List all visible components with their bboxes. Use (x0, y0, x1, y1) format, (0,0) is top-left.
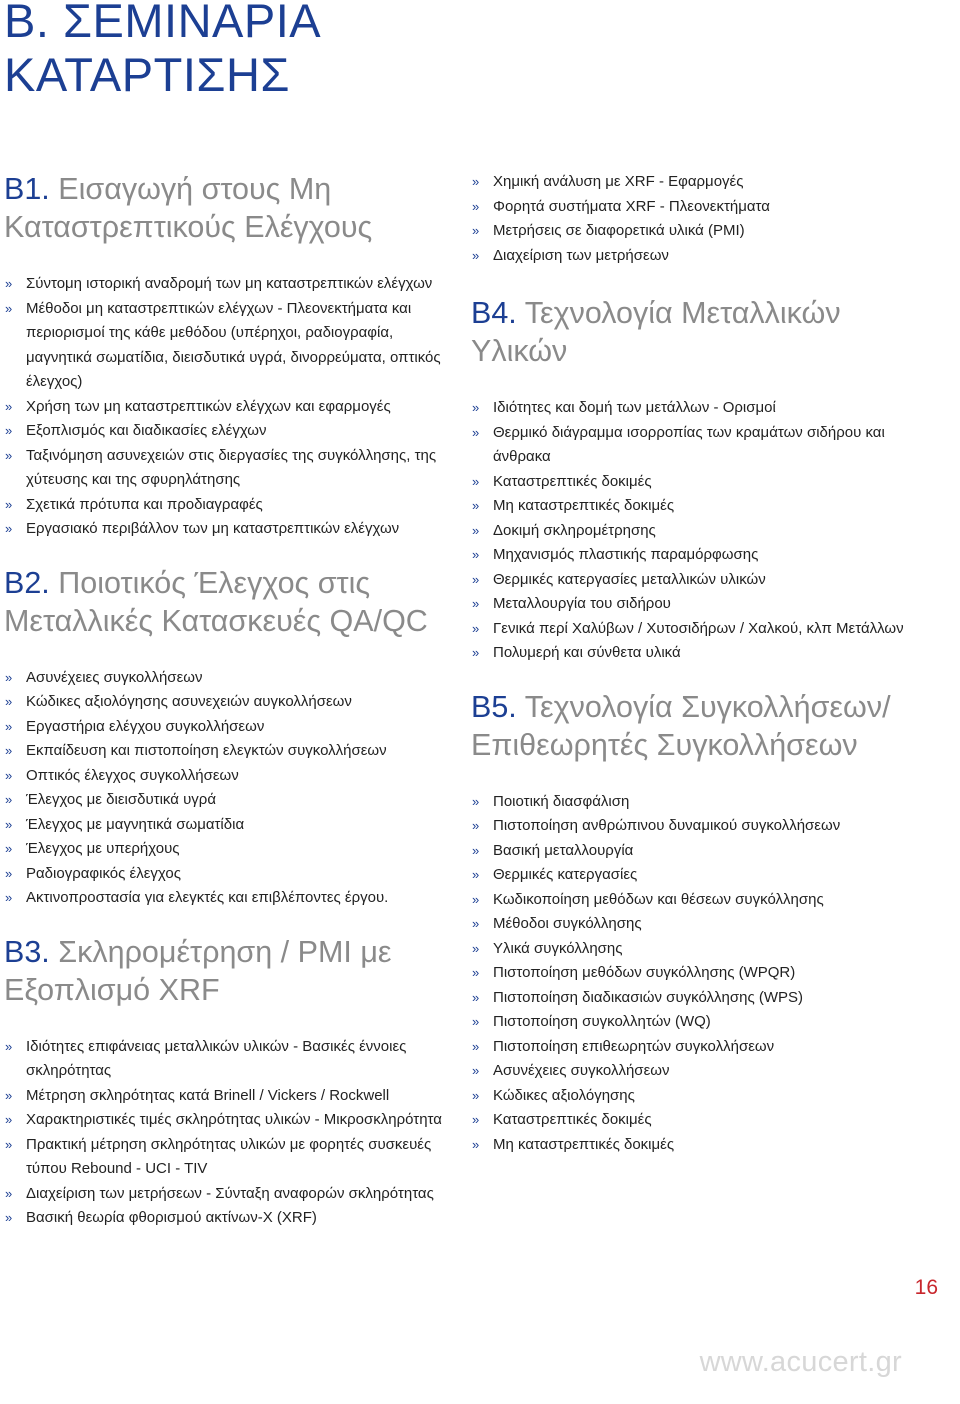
list-item: » Κωδικοποίηση μεθόδων και θέσεων συγκόλλησης (471, 888, 941, 913)
section-b1-title: Εισαγωγή στους Μη Καταστρεπτικούς Ελέγχους (4, 172, 373, 244)
list-item: » Κώδικες αξιολόγησης ασυνεχειών αυγκολλήσεων (4, 690, 456, 715)
list-item: » Καταστρεπτικές δοκιμές (471, 1108, 941, 1133)
list-item: » Πιστοποίηση συγκολλητών (WQ) (471, 1010, 941, 1035)
list-item: » Ακτινοπροστασία για ελεγκτές και επιβλέποντες έργου. (4, 886, 456, 911)
section-b4 (471, 294, 941, 666)
list-item: » Χαρακτηριστικές τιμές σκληρότητας υλικών - Μικροσκληρότητα (4, 1108, 456, 1133)
list-item: » Πιστοποίηση ανθρώπινου δυναμικού συγκολλήσεων (471, 814, 941, 839)
list-item: » Υλικά συγκόλλησης (471, 937, 941, 962)
list-item: » Σύντομη ιστορική αναδρομή των μη καταστρεπτικών ελέγχων (4, 272, 456, 297)
section-b2-heading (4, 564, 456, 640)
list-item: » Διαχείριση των μετρήσεων - Σύνταξη αναφορών σκληρότητας (4, 1182, 456, 1207)
list-item: » Θερμικές κατεργασίες (471, 863, 941, 888)
list-item: » Σχετικά πρότυπα και προδιαγραφές (4, 493, 456, 518)
list-item: » Έλεγχος με μαγνητικά σωματίδια (4, 813, 456, 838)
section-b5 (471, 688, 941, 1158)
list-item: » Εξοπλισμός και διαδικασίες ελέγχων (4, 419, 456, 444)
left-column (4, 170, 456, 1253)
list-item: » Χρήση των μη καταστρεπτικών ελέγχων και εφαρμογές (4, 395, 456, 420)
list-item: » Μετρήσεις σε διαφορετικά υλικά (PMI) (471, 219, 941, 244)
right-column (471, 170, 941, 1179)
list-item: » Μεταλλουργία του σιδήρου (471, 592, 941, 617)
list-item: » Έλεγχος με υπερήχους (4, 837, 456, 862)
section-b1-heading (4, 170, 456, 246)
section-b1-number: Β1. (4, 172, 50, 206)
list-item: » Θερμικό διάγραμμα ισορροπίας των κραμάτων σιδήρου και άνθρακα (471, 421, 941, 470)
section-b5-title: Τεχνολογία Συγκολλήσεων/ Επιθεωρητές Συγκολλήσεων (471, 689, 891, 762)
list-item: » Κώδικες αξιολόγησης (471, 1084, 941, 1109)
list-item: » Εκπαίδευση και πιστοποίηση ελεγκτών συγκολλήσεων (4, 739, 456, 764)
list-item: » Οπτικός έλεγχος συγκολλήσεων (4, 764, 456, 789)
section-b2-number: Β2. (4, 565, 50, 600)
list-item: » Ασυνέχειες συγκολλήσεων (4, 666, 456, 691)
list-item: » Εργασιακό περιβάλλον των μη καταστρεπτικών ελέγχων (4, 517, 456, 542)
list-item: » Μέθοδοι συγκόλλησης (471, 912, 941, 937)
list-item: » Ταξινόμηση ασυνεχειών στις διεργασίες της συγκόλλησης, της χύτευσης και της σφυρηλάτησης (4, 444, 456, 493)
list-item: » Πιστοποίηση διαδικασιών συγκόλλησης (WPS) (471, 986, 941, 1011)
section-b3 (4, 933, 456, 1231)
section-b1-list (4, 272, 456, 542)
list-item: » Ιδιότητες επιφάνειας μεταλλικών υλικών - Βασικές έννοιες σκληρότητας (4, 1035, 456, 1084)
section-b3-title: Σκληρομέτρηση / PMI με Εξοπλισμό XRF (4, 934, 392, 1007)
section-b3-number: Β3. (4, 934, 50, 969)
list-item: » Πιστοποίηση επιθεωρητών συγκολλήσεων (471, 1035, 941, 1060)
section-b4-number: Β4. (471, 296, 517, 330)
section-b3-heading (4, 933, 456, 1009)
list-item: » Διαχείριση των μετρήσεων (471, 244, 941, 269)
section-b3-continued-list (471, 170, 941, 268)
list-item: » Ιδιότητες και δομή των μετάλλων - Ορισμοί (471, 396, 941, 421)
list-item: » Ραδιογραφικός έλεγχος (4, 862, 456, 887)
page-number: 16 (914, 1276, 938, 1299)
list-item: » Πρακτική μέτρηση σκληρότητας υλικών με φορητές συσκευές τύπου Rebound - UCI - TIV (4, 1133, 456, 1182)
page-title-line-2: ΚΑΤΑΡΤΙΣΗΣ (4, 48, 290, 101)
list-item: » Θερμικές κατεργασίες μεταλλικών υλικών (471, 568, 941, 593)
list-item: » Μηχανισμός πλαστικής παραμόρφωσης (471, 543, 941, 568)
page-title (4, 0, 321, 102)
page-title-line-1: Β. ΣΕΜΙΝΑΡΙΑ (4, 0, 322, 47)
section-b3-list (4, 1035, 456, 1231)
list-item: » Εργαστήρια ελέγχου συγκολλήσεων (4, 715, 456, 740)
section-b3-continued (471, 170, 941, 268)
list-item: » Έλεγχος με διεισδυτικά υγρά (4, 788, 456, 813)
section-b4-title: Τεχνολογία Μεταλλικών Υλικών (471, 296, 841, 368)
website-url: www.acucert.gr (699, 1346, 902, 1378)
list-item: » Ασυνέχειες συγκολλήσεων (471, 1059, 941, 1084)
list-item: » Βασική μεταλλουργία (471, 839, 941, 864)
section-b2-title: Ποιοτικός Έλεγχος στις Μεταλλικές Κατασκευές QA/QC (4, 565, 428, 638)
section-b5-heading (471, 688, 941, 764)
list-item: » Μη καταστρεπτικές δοκιμές (471, 494, 941, 519)
list-item: » Μη καταστρεπτικές δοκιμές (471, 1133, 941, 1158)
list-item: » Βασική θεωρία φθορισμού ακτίνων-Χ (XRF) (4, 1206, 456, 1231)
section-b4-heading (471, 294, 941, 370)
list-item: » Φορητά συστήματα XRF - Πλεονεκτήματα (471, 195, 941, 220)
section-b1 (4, 170, 456, 542)
section-b5-number: Β5. (471, 689, 517, 724)
section-b2 (4, 564, 456, 911)
list-item: » Δοκιμή σκληρομέτρησης (471, 519, 941, 544)
list-item: » Πιστοποίηση μεθόδων συγκόλλησης (WPQR) (471, 961, 941, 986)
list-item: » Πολυμερή και σύνθετα υλικά (471, 641, 941, 666)
list-item: » Καταστρεπτικές δοκιμές (471, 470, 941, 495)
section-b2-list (4, 666, 456, 911)
list-item: » Μέτρηση σκληρότητας κατά Brinell / Vickers / Rockwell (4, 1084, 456, 1109)
list-item: » Χημική ανάλυση με XRF - Εφαρμογές (471, 170, 941, 195)
section-b5-list (471, 790, 941, 1158)
section-b4-list (471, 396, 941, 666)
list-item: » Ποιοτική διασφάλιση (471, 790, 941, 815)
list-item: » Γενικά περί Χαλύβων / Χυτοσιδήρων / Χαλκού, κλπ Μετάλλων (471, 617, 941, 642)
list-item: » Μέθοδοι μη καταστρεπτικών ελέγχων - Πλεονεκτήματα και περιορισμοί της κάθε μεθόδου (υπέρηχοι, ραδιογραφία, μαγνητικά σωματίδια, διεισδυτικά υγρά, δινορρεύματα, οπτικός έλεγχος) (4, 297, 456, 395)
